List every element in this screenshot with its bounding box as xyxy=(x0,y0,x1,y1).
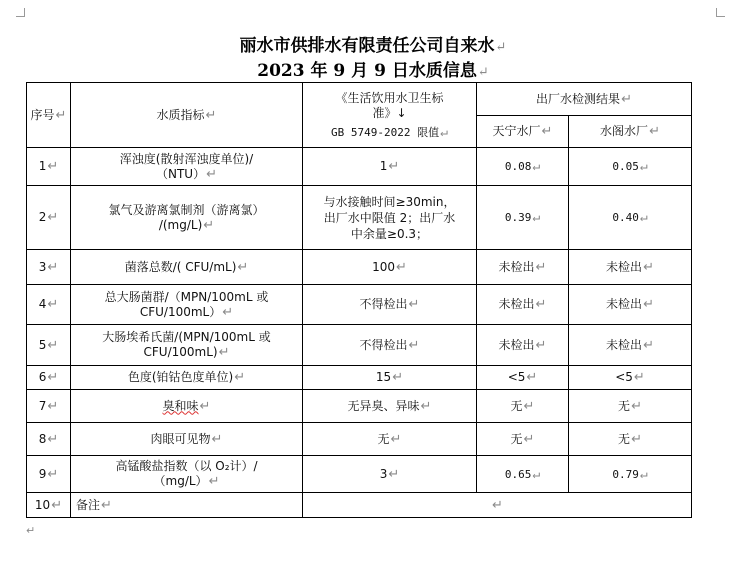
header-indicator: 水质指标↵ xyxy=(71,83,303,148)
row-no: 6↵ xyxy=(27,366,71,390)
table-row xyxy=(27,285,692,325)
note-label: 备注↵ xyxy=(71,493,303,518)
note-no: 10↵ xyxy=(27,493,71,518)
row-value-tianning: 未检出↵ xyxy=(477,285,569,325)
row-indicator: 浑浊度(散射浑浊度单位)/ （NTU）↵ xyxy=(71,148,303,186)
row-no: 4↵ xyxy=(27,285,71,325)
header-no: 序号↵ xyxy=(27,83,71,148)
row-no: 8↵ xyxy=(27,423,71,456)
row-standard: 无异臭、异味↵ xyxy=(303,390,477,423)
row-value-shuige: 0.79↵ xyxy=(569,456,692,493)
row-value-shuige: 0.40↵ xyxy=(569,186,692,250)
row-value-shuige: <5↵ xyxy=(569,366,692,390)
row-indicator: 高锰酸盐指数（以 O₂计）/ （mg/L）↵ xyxy=(71,456,303,493)
table-row xyxy=(27,456,692,493)
row-no: 5↵ xyxy=(27,325,71,366)
row-indicator: 臭和味↵ xyxy=(71,390,303,423)
row-standard: 不得检出↵ xyxy=(303,285,477,325)
header-plant-shuige: 水阁水厂↵ xyxy=(569,116,692,148)
document-title: 丽水市供排水有限责任公司自来水↵ xyxy=(239,36,507,56)
document-subtitle-date: 2023 年 9 月 9 日水质信息↵ xyxy=(257,61,489,81)
row-value-shuige: 未检出↵ xyxy=(569,250,692,285)
row-no: 2↵ xyxy=(27,186,71,250)
row-value-tianning: 无↵ xyxy=(477,390,569,423)
row-indicator: 大肠埃希氏菌/(MPN/100mL 或 CFU/100mL)↵ xyxy=(71,325,303,366)
row-no: 3↵ xyxy=(27,250,71,285)
water-quality-table xyxy=(26,82,692,518)
row-standard: 15↵ xyxy=(303,366,477,390)
row-value-tianning: 未检出↵ xyxy=(477,250,569,285)
row-value-shuige: 无↵ xyxy=(569,423,692,456)
table-row xyxy=(27,423,692,456)
row-standard: 3↵ xyxy=(303,456,477,493)
crop-mark-right xyxy=(716,8,725,17)
header-plant-tianning: 天宁水厂↵ xyxy=(477,116,569,148)
row-value-shuige: 未检出↵ xyxy=(569,325,692,366)
header-results: 出厂水检测结果↵ xyxy=(477,83,692,116)
table-row xyxy=(27,366,692,390)
table-row xyxy=(27,390,692,423)
row-standard: 100↵ xyxy=(303,250,477,285)
row-value-tianning: 无↵ xyxy=(477,423,569,456)
row-indicator: 总大肠菌群/（MPN/100mL 或 CFU/100mL）↵ xyxy=(71,285,303,325)
note-row xyxy=(27,493,692,518)
row-indicator: 氯气及游离氯制剂（游离氯） /(mg/L)↵ xyxy=(71,186,303,250)
paragraph-mark-icon: ↵ xyxy=(26,524,36,537)
table-row xyxy=(27,325,692,366)
row-standard: 无↵ xyxy=(303,423,477,456)
row-value-tianning: 0.08↵ xyxy=(477,148,569,186)
header-standard: 《生活饮用水卫生标 准》↓ GB 5749-2022 限值↵ xyxy=(303,83,477,148)
row-no: 1↵ xyxy=(27,148,71,186)
paragraph-mark-icon: ↵ xyxy=(477,65,489,80)
row-no: 7↵ xyxy=(27,390,71,423)
row-value-tianning: 未检出↵ xyxy=(477,325,569,366)
row-value-shuige: 未检出↵ xyxy=(569,285,692,325)
row-standard: 与水接触时间≥30min， 出厂水中限值 2；出厂水 中余量≥0.3； xyxy=(303,186,477,250)
row-value-tianning: 0.39↵ xyxy=(477,186,569,250)
row-indicator: 菌落总数/( CFU/mL)↵ xyxy=(71,250,303,285)
row-standard: 不得检出↵ xyxy=(303,325,477,366)
row-indicator: 肉眼可见物↵ xyxy=(71,423,303,456)
row-no: 9↵ xyxy=(27,456,71,493)
row-value-shuige: 无↵ xyxy=(569,390,692,423)
header-row xyxy=(27,83,692,116)
row-standard: 1↵ xyxy=(303,148,477,186)
row-value-tianning: 0.65↵ xyxy=(477,456,569,493)
note-content[interactable]: ↵ xyxy=(303,493,692,518)
crop-mark-left xyxy=(16,8,25,17)
table-row xyxy=(27,186,692,250)
row-value-shuige: 0.05↵ xyxy=(569,148,692,186)
table-row xyxy=(27,148,692,186)
row-value-tianning: <5↵ xyxy=(477,366,569,390)
row-indicator: 色度(铂钴色度单位)↵ xyxy=(71,366,303,390)
paragraph-mark-icon: ↵ xyxy=(495,40,507,55)
table-row xyxy=(27,250,692,285)
